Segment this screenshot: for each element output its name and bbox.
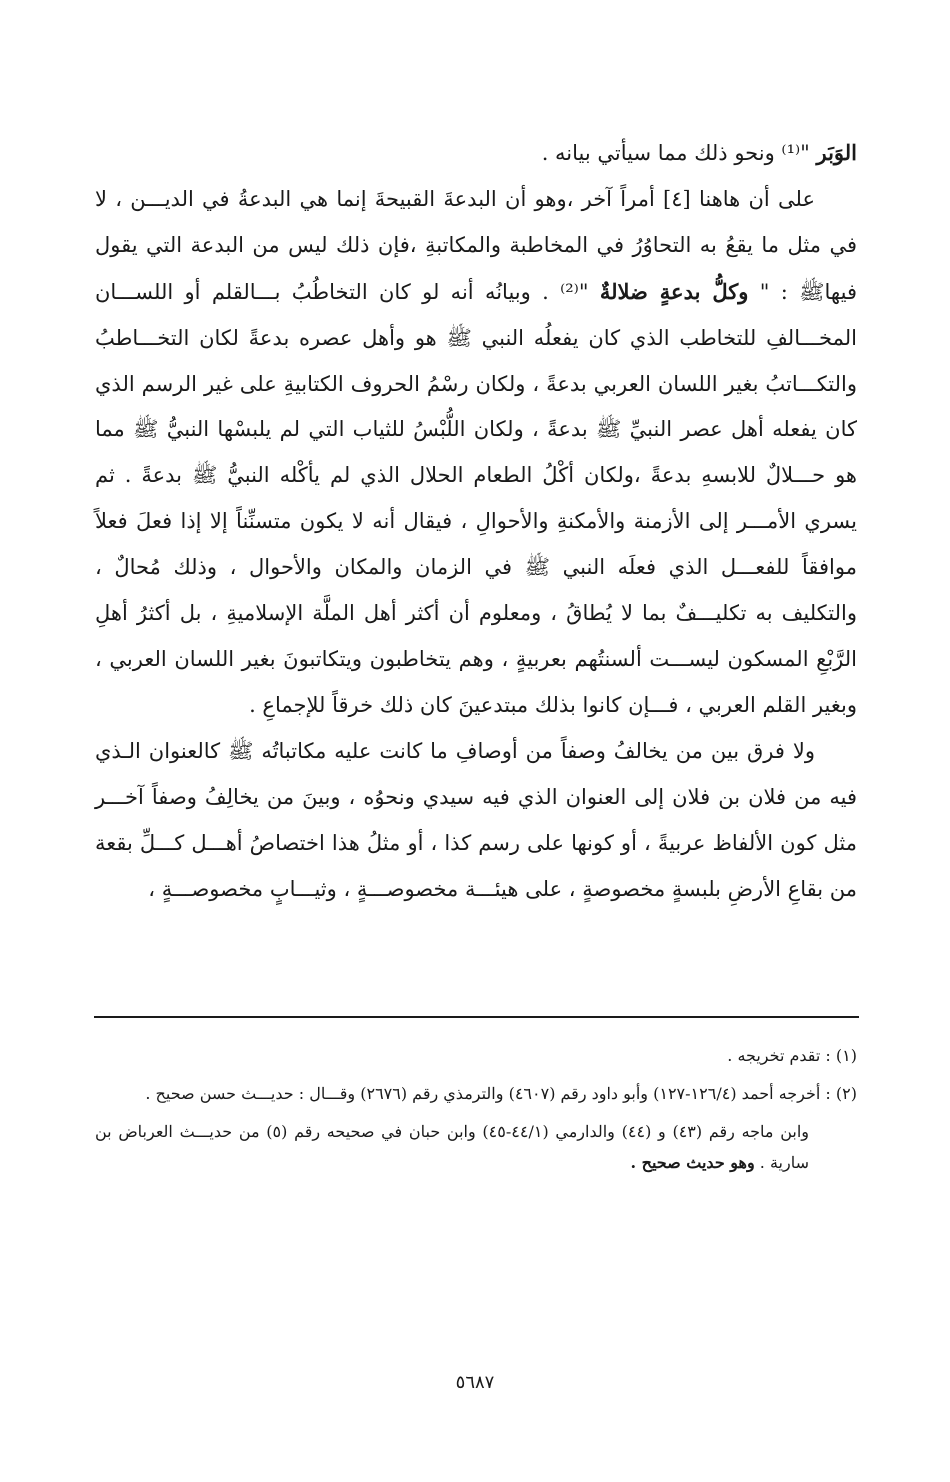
footnote-2-continuation bbox=[95, 1116, 857, 1178]
paragraph: ولا فرق بين من يخالفُ وصفاً من أوصافِ ما كانت عليه مكاتباتُه ﷺ كالعنوان الـذي فيه من فلان بن فلان إلى العنوان الذي فيه سيدي ونحوُه ، وبينَ من يخالِفُ وصفاً آخـــر مثل كون الألفاظ عربيةً ، أو كونها على رسم كذا ، أو مثلُ هذا اختصاصُ أهـــل كـــلِّ بقعة من بقاعِ الأرضِ بلبسةٍ مخصوصةٍ ، على هيئـــة مخصوصـــةٍ ، وثيـــابٍ مخصوصـــةٍ ، bbox=[95, 738, 857, 901]
paragraph-text: "⁽¹⁾ ونحو ذلك مما سيأتي بيانه . bbox=[541, 141, 817, 165]
paragraph-text: على أن هاهنا [٤] أمراً آخر ،وهو أن البدعةَ القبيحةَ إنما هي البدعةُ في الديـــن ، لا في مثل ما يقعُ به التحاوُرُ في المخاطبة والمكاتبةِ ،فإن ذلك ليس من البدعة التي يقول فيهاﷺ : " bbox=[95, 186, 857, 304]
footnote-2: (٢) : أخرجه أحمد (١٢٦/٤-١٢٧) وأبو داود رقم (٤٦٠٧) والترمذي رقم (٢٦٧٦) وقـــال : حديـــث حسن صحيح . bbox=[145, 1084, 857, 1103]
page-number: ٥٦٨٧ bbox=[455, 1372, 495, 1393]
main-text bbox=[95, 130, 857, 912]
footnote-divider bbox=[94, 1016, 859, 1018]
bold-term: الوَبَر bbox=[816, 140, 857, 165]
paragraph bbox=[95, 177, 857, 729]
footnotes bbox=[95, 1040, 857, 1185]
footnote-verdict: وهو حديث صحيح . bbox=[630, 1153, 755, 1172]
footnote-text: وابن ماجه رقم (٤٣) و (٤٤) والدارمي (٤٤/١-٤٥) وابن حبان في صحيحه رقم (٥) من حديـــث العرباض بن سارية . bbox=[95, 1122, 810, 1172]
paragraph-text: "⁽²⁾ . وبيانُه أنه لو كان التخاطُبُ بـــالقلم أو اللســـان المخـــالفِ للتخاطب الذي كان يفعلُه النبي ﷺ هو وأهل عصره بدعةً لكان التخـــاطبُ والتكـــاتبُ بغير اللسان العربي بدعةً ، ولكان رسْمُ الحروف الكتابيةِ على غير الرسم الذي كان يفعله أهل عصر النبيِّ ﷺ بدعةً ، ولكان اللُّبْسُ للثياب التي لم يلبسْها النبيُّ ﷺ مما هو حـــلالٌ للابسهِ بدعةً ،ولكان أكْلُ الطعام الحلال الذي لم يأكْله النبيُّ ﷺ بدعةً . ثم يسري الأمـــر إلى الأزمنة والأمكنةِ والأحوالِ ، فيقال أنه لا يكون متسنِّناً إلا إذا فعلَ فعلاً موافقاً للفعـــل الذي فعلَه النبي ﷺ في الزمان والمكان والأحوال ، وذلك مُحالٌ ، والتكليف به تكليـــفٌ بما لا يُطاقُ ، ومعلوم أن أكثر أهل الملَّة الإسلاميةِ ، بل أكثرُ أهلِ الرَّبْعِ المسكون ليســـت ألسنتُهم بعربيةٍ ، وهم يتخاطبون ويتكاتبونَ بغير اللسان العربي ، وبغير القلم العربي ، فـــإن كانوا بذلك مبتدعينَ كان ذلك خرقاً للإجماعِ . bbox=[95, 279, 857, 717]
footnote-1: (١) : تقدم تخريجه . bbox=[727, 1046, 857, 1065]
paragraph-continuation bbox=[95, 130, 857, 177]
hadith-quote: وكلُّ بدعةٍ ضلالةٌ bbox=[599, 278, 749, 304]
